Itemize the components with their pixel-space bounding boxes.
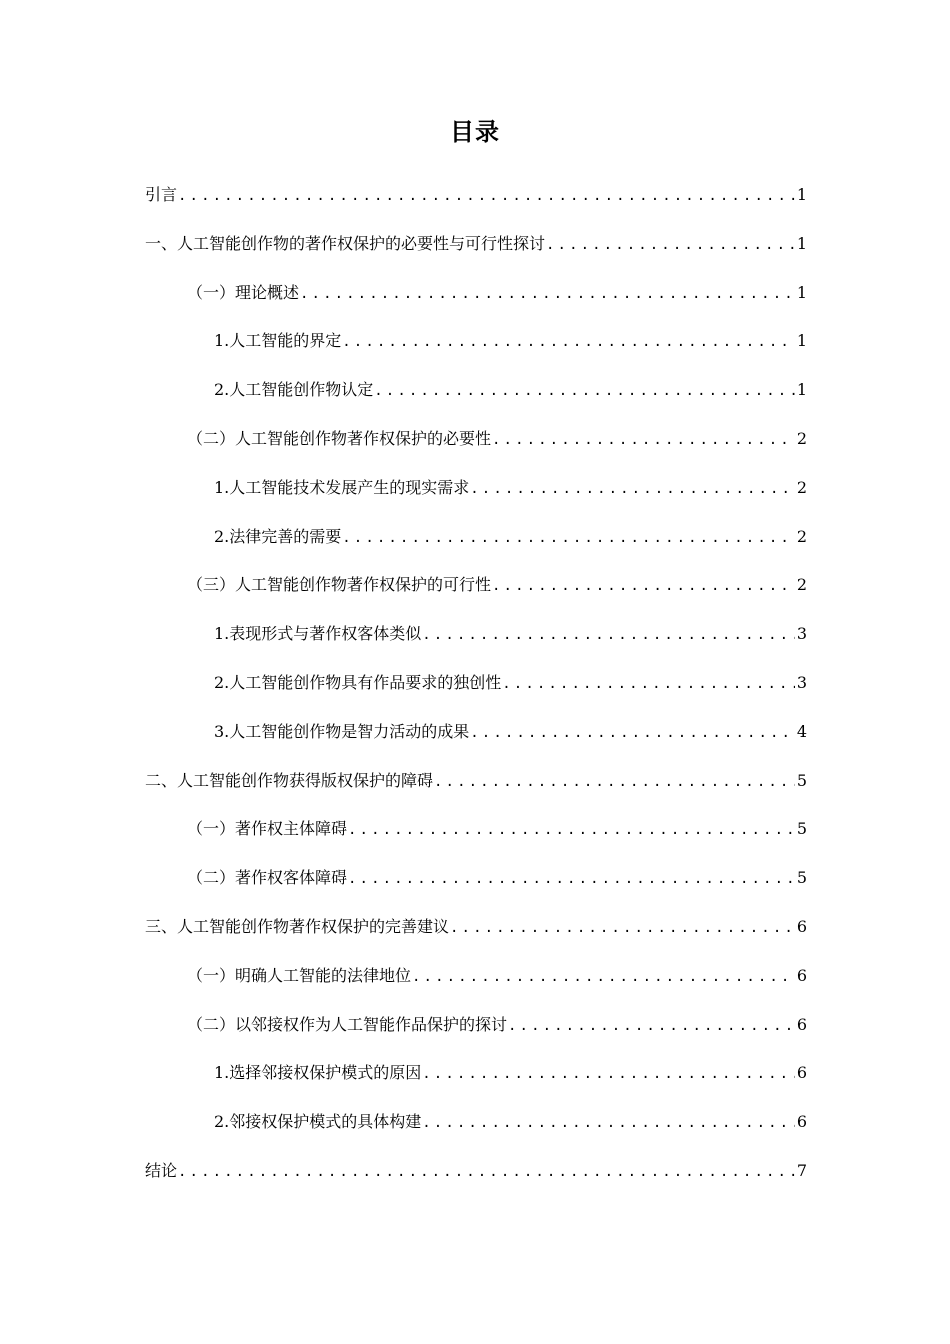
toc-entry[interactable]: [145, 952, 807, 1001]
toc-entry[interactable]: [145, 1001, 807, 1050]
toc-entry-label: （二）人工智能创作物著作权保护的必要性: [187, 428, 492, 448]
toc-leader-dots: [492, 416, 795, 465]
toc-leader-dots: [348, 806, 795, 855]
toc-entry[interactable]: [145, 366, 807, 415]
toc-entry-label: 2.法律完善的需要: [214, 526, 342, 546]
toc-leader-dots: [422, 1050, 795, 1099]
toc-entry[interactable]: [145, 415, 807, 464]
toc-entry-page: 3: [796, 672, 807, 692]
toc-entry-page: 2: [796, 477, 807, 497]
toc-entry-page: 6: [796, 916, 807, 936]
toc-entry[interactable]: [145, 659, 807, 708]
toc-entry[interactable]: [145, 903, 807, 952]
toc-entry[interactable]: [145, 269, 807, 318]
toc-entry-page: 6: [796, 965, 807, 985]
toc-entry[interactable]: [145, 171, 807, 220]
toc-entry[interactable]: [145, 610, 807, 659]
toc-entry-page: 1: [796, 380, 807, 400]
toc-entry-label: 1.选择邻接权保护模式的原因: [214, 1063, 422, 1083]
toc-entry-page: 1: [796, 282, 807, 302]
toc-entry[interactable]: [145, 1098, 807, 1147]
toc-entry[interactable]: [145, 757, 807, 806]
toc-entry[interactable]: [145, 805, 807, 854]
toc-leader-dots: [422, 611, 795, 660]
toc-leader-dots: [434, 758, 795, 807]
toc-entry-label: 2.人工智能创作物具有作品要求的独创性: [214, 672, 502, 692]
toc-entry-page: 6: [796, 1014, 807, 1034]
toc-entry[interactable]: [145, 854, 807, 903]
toc-entry-page: 2: [796, 428, 807, 448]
toc-leader-dots: [342, 318, 795, 367]
toc-leader-dots: [508, 1002, 795, 1051]
toc-entry-label: 引言: [145, 185, 178, 204]
toc-entry-page: 1: [796, 233, 807, 253]
toc-entry-page: 4: [796, 721, 807, 741]
toc-entry-label: 2.邻接权保护模式的具体构建: [214, 1112, 422, 1132]
toc-entry-label: 1.表现形式与著作权客体类似: [214, 624, 422, 644]
toc-leader-dots: [342, 514, 795, 563]
toc-entry-label: （一）理论概述: [187, 282, 300, 302]
toc-entry[interactable]: [145, 708, 807, 757]
toc-entry[interactable]: [145, 1049, 807, 1098]
toc-entry[interactable]: [145, 317, 807, 366]
toc-leader-dots: [492, 562, 795, 611]
toc-leader-dots: [374, 367, 795, 416]
toc-leader-dots: [178, 172, 795, 221]
toc-entry-label: （二）著作权客体障碍: [187, 868, 348, 888]
toc-leader-dots: [546, 221, 795, 270]
toc-entry-page: 2: [796, 526, 807, 546]
toc-leader-dots: [422, 1099, 795, 1148]
toc-entry-label: 结论: [145, 1160, 178, 1180]
toc-entry[interactable]: [145, 220, 807, 269]
toc-leader-dots: [178, 1148, 795, 1197]
toc-entry-label: 1.人工智能技术发展产生的现实需求: [214, 477, 470, 497]
toc-entry-label: （二）以邻接权作为人工智能作品保护的探讨: [187, 1014, 508, 1034]
toc-entry-page: 1: [796, 331, 807, 351]
toc-leader-dots: [470, 465, 795, 514]
toc-leader-dots: [470, 709, 795, 758]
toc-entry-label: 三、人工智能创作物著作权保护的完善建议: [145, 916, 450, 936]
toc-leader-dots: [450, 904, 795, 953]
toc-entry-page: 5: [796, 770, 807, 790]
toc-entry-page: 5: [796, 819, 807, 839]
toc-entry-label: 2.人工智能创作物认定: [214, 380, 374, 400]
toc-entry-page: 6: [796, 1063, 807, 1083]
toc-leader-dots: [412, 953, 795, 1002]
toc-leader-dots: [502, 660, 795, 709]
toc-entry-page: 6: [796, 1112, 807, 1132]
toc-entry-page: 7: [796, 1160, 807, 1180]
toc-entry-page: 1: [796, 185, 807, 204]
toc-entry-label: （一）著作权主体障碍: [187, 819, 348, 839]
toc-entry[interactable]: [145, 1147, 807, 1196]
toc-entry-label: 1.人工智能的界定: [214, 331, 342, 351]
toc-entry-label: 3.人工智能创作物是智力活动的成果: [214, 721, 470, 741]
toc-entry-label: （三）人工智能创作物著作权保护的可行性: [187, 575, 492, 595]
toc-leader-dots: [348, 855, 795, 904]
toc-entry-label: （一）明确人工智能的法律地位: [187, 965, 412, 985]
toc-entry-page: 3: [796, 624, 807, 644]
toc-entry[interactable]: [145, 464, 807, 513]
toc-entry[interactable]: [145, 561, 807, 610]
toc-entry-label: 一、人工智能创作物的著作权保护的必要性与可行性探讨: [145, 233, 546, 253]
toc-leader-dots: [300, 270, 795, 319]
toc-entry-label: 二、人工智能创作物获得版权保护的障碍: [145, 770, 434, 790]
toc-entry[interactable]: [145, 513, 807, 562]
toc-title: 目录: [450, 118, 500, 146]
table-of-contents: [145, 171, 807, 1196]
toc-entry-page: 5: [796, 868, 807, 888]
toc-entry-page: 2: [796, 575, 807, 595]
